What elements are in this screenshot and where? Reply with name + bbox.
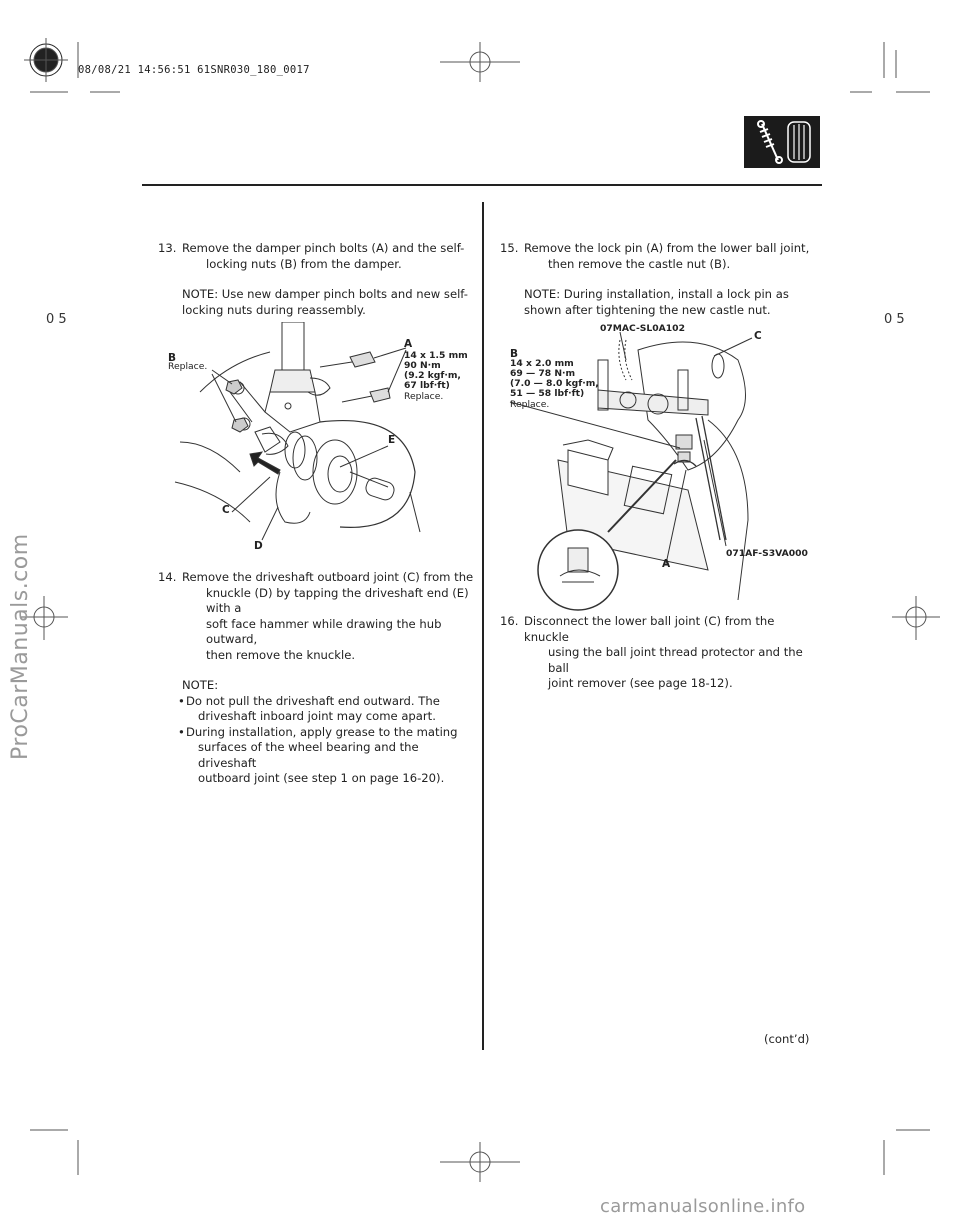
header-rule bbox=[142, 184, 822, 186]
label-b: B bbox=[168, 352, 177, 364]
suspension-icon bbox=[744, 116, 820, 168]
note-bullet bbox=[158, 694, 478, 725]
step-note-line: shown after tightening the new castle nut. bbox=[524, 302, 771, 317]
watermark-bottom: carmanualsonline.info bbox=[600, 1196, 806, 1217]
step-text-line: knuckle (D) by tapping the driveshaft end (E) with a bbox=[206, 585, 469, 615]
step-text-line: using the ball joint thread protector and the ball bbox=[548, 645, 803, 675]
figure-ball-joint bbox=[508, 320, 808, 620]
label-a-spec: 67 lbf·ft) bbox=[404, 380, 450, 391]
label-a-spec: 14 x 1.5 mm bbox=[404, 350, 468, 361]
label-b-spec: 51 — 58 lbf·ft) bbox=[510, 388, 585, 399]
step-text-line: then remove the castle nut (B). bbox=[548, 256, 731, 271]
step-note-line: locking nuts during reassembly. bbox=[182, 302, 366, 317]
note-bullet-line: • During installation, apply grease to the mating bbox=[186, 724, 458, 739]
figure-damper-knuckle bbox=[170, 322, 470, 552]
step-note-line: NOTE: During installation, install a lock pin as bbox=[524, 287, 789, 301]
column-divider bbox=[482, 202, 484, 1050]
step-text-line: Remove the lock pin (A) from the lower ball joint, bbox=[524, 241, 810, 255]
step-text-line: soft face hammer while drawing the hub outward, bbox=[206, 616, 442, 646]
step-text-line: joint remover (see page 18-12). bbox=[548, 676, 733, 690]
step-text-line: Remove the damper pinch bolts (A) and the self- bbox=[182, 241, 465, 255]
label-d: D bbox=[254, 540, 263, 552]
label-a-spec: 90 N·m bbox=[404, 360, 441, 371]
margin-number-right: 0 5 bbox=[884, 312, 905, 327]
note-bullet bbox=[158, 725, 478, 787]
note-bullet-line: • Do not pull the driveshaft end outward. The bbox=[186, 693, 440, 708]
step-text-line: locking nuts (B) from the damper. bbox=[206, 256, 402, 271]
note-bullet-line: driveshaft inboard joint may come apart. bbox=[198, 709, 436, 723]
step-number: 15. bbox=[500, 241, 519, 255]
step-16 bbox=[500, 614, 820, 692]
watermark-side: ProCarManuals.com bbox=[8, 533, 33, 760]
step-number: 13. bbox=[158, 241, 177, 255]
step-13 bbox=[158, 241, 478, 318]
label-b: B bbox=[510, 348, 519, 360]
step-14 bbox=[158, 570, 478, 787]
step-text-line: then remove the knuckle. bbox=[206, 647, 356, 662]
margin-number-left: 0 5 bbox=[46, 312, 67, 327]
tool-label-071af: 071AF-S3VA000 bbox=[726, 548, 808, 559]
step-15 bbox=[500, 241, 820, 318]
tool-label-07mac: 07MAC-SL0A102 bbox=[600, 323, 685, 334]
step-note-line: NOTE: Use new damper pinch bolts and new self- bbox=[182, 287, 468, 301]
note-bullet-line: surfaces of the wheel bearing and the driveshaft bbox=[198, 740, 419, 770]
label-a: A bbox=[662, 558, 671, 570]
print-stamp: 08/08/21 14:56:51 61SNR030_180_0017 bbox=[78, 64, 310, 76]
step-text-line: Disconnect the lower ball joint (C) from the knuckle bbox=[524, 614, 775, 644]
label-b-note: Replace. bbox=[510, 399, 550, 410]
label-c: C bbox=[222, 504, 230, 516]
note-bullet-line: outboard joint (see step 1 on page 16-20). bbox=[198, 771, 445, 785]
label-a-spec: (9.2 kgf·m, bbox=[404, 370, 461, 381]
label-b-note: Replace. bbox=[168, 361, 208, 372]
label-e: E bbox=[388, 434, 396, 446]
label-b-spec: 69 — 78 N·m bbox=[510, 368, 576, 379]
label-b-spec: (7.0 — 8.0 kgf·m, bbox=[510, 378, 599, 389]
label-a-note: Replace. bbox=[404, 391, 444, 402]
step-note-head: NOTE: bbox=[182, 678, 219, 692]
step-text-line: Remove the driveshaft outboard joint (C) from the bbox=[182, 570, 474, 584]
label-b-spec: 14 x 2.0 mm bbox=[510, 358, 574, 369]
label-c: C bbox=[754, 330, 762, 342]
step-number: 14. bbox=[158, 570, 177, 584]
continued-marker: (cont’d) bbox=[764, 1032, 810, 1046]
step-number: 16. bbox=[500, 614, 519, 628]
label-a: A bbox=[404, 338, 413, 350]
